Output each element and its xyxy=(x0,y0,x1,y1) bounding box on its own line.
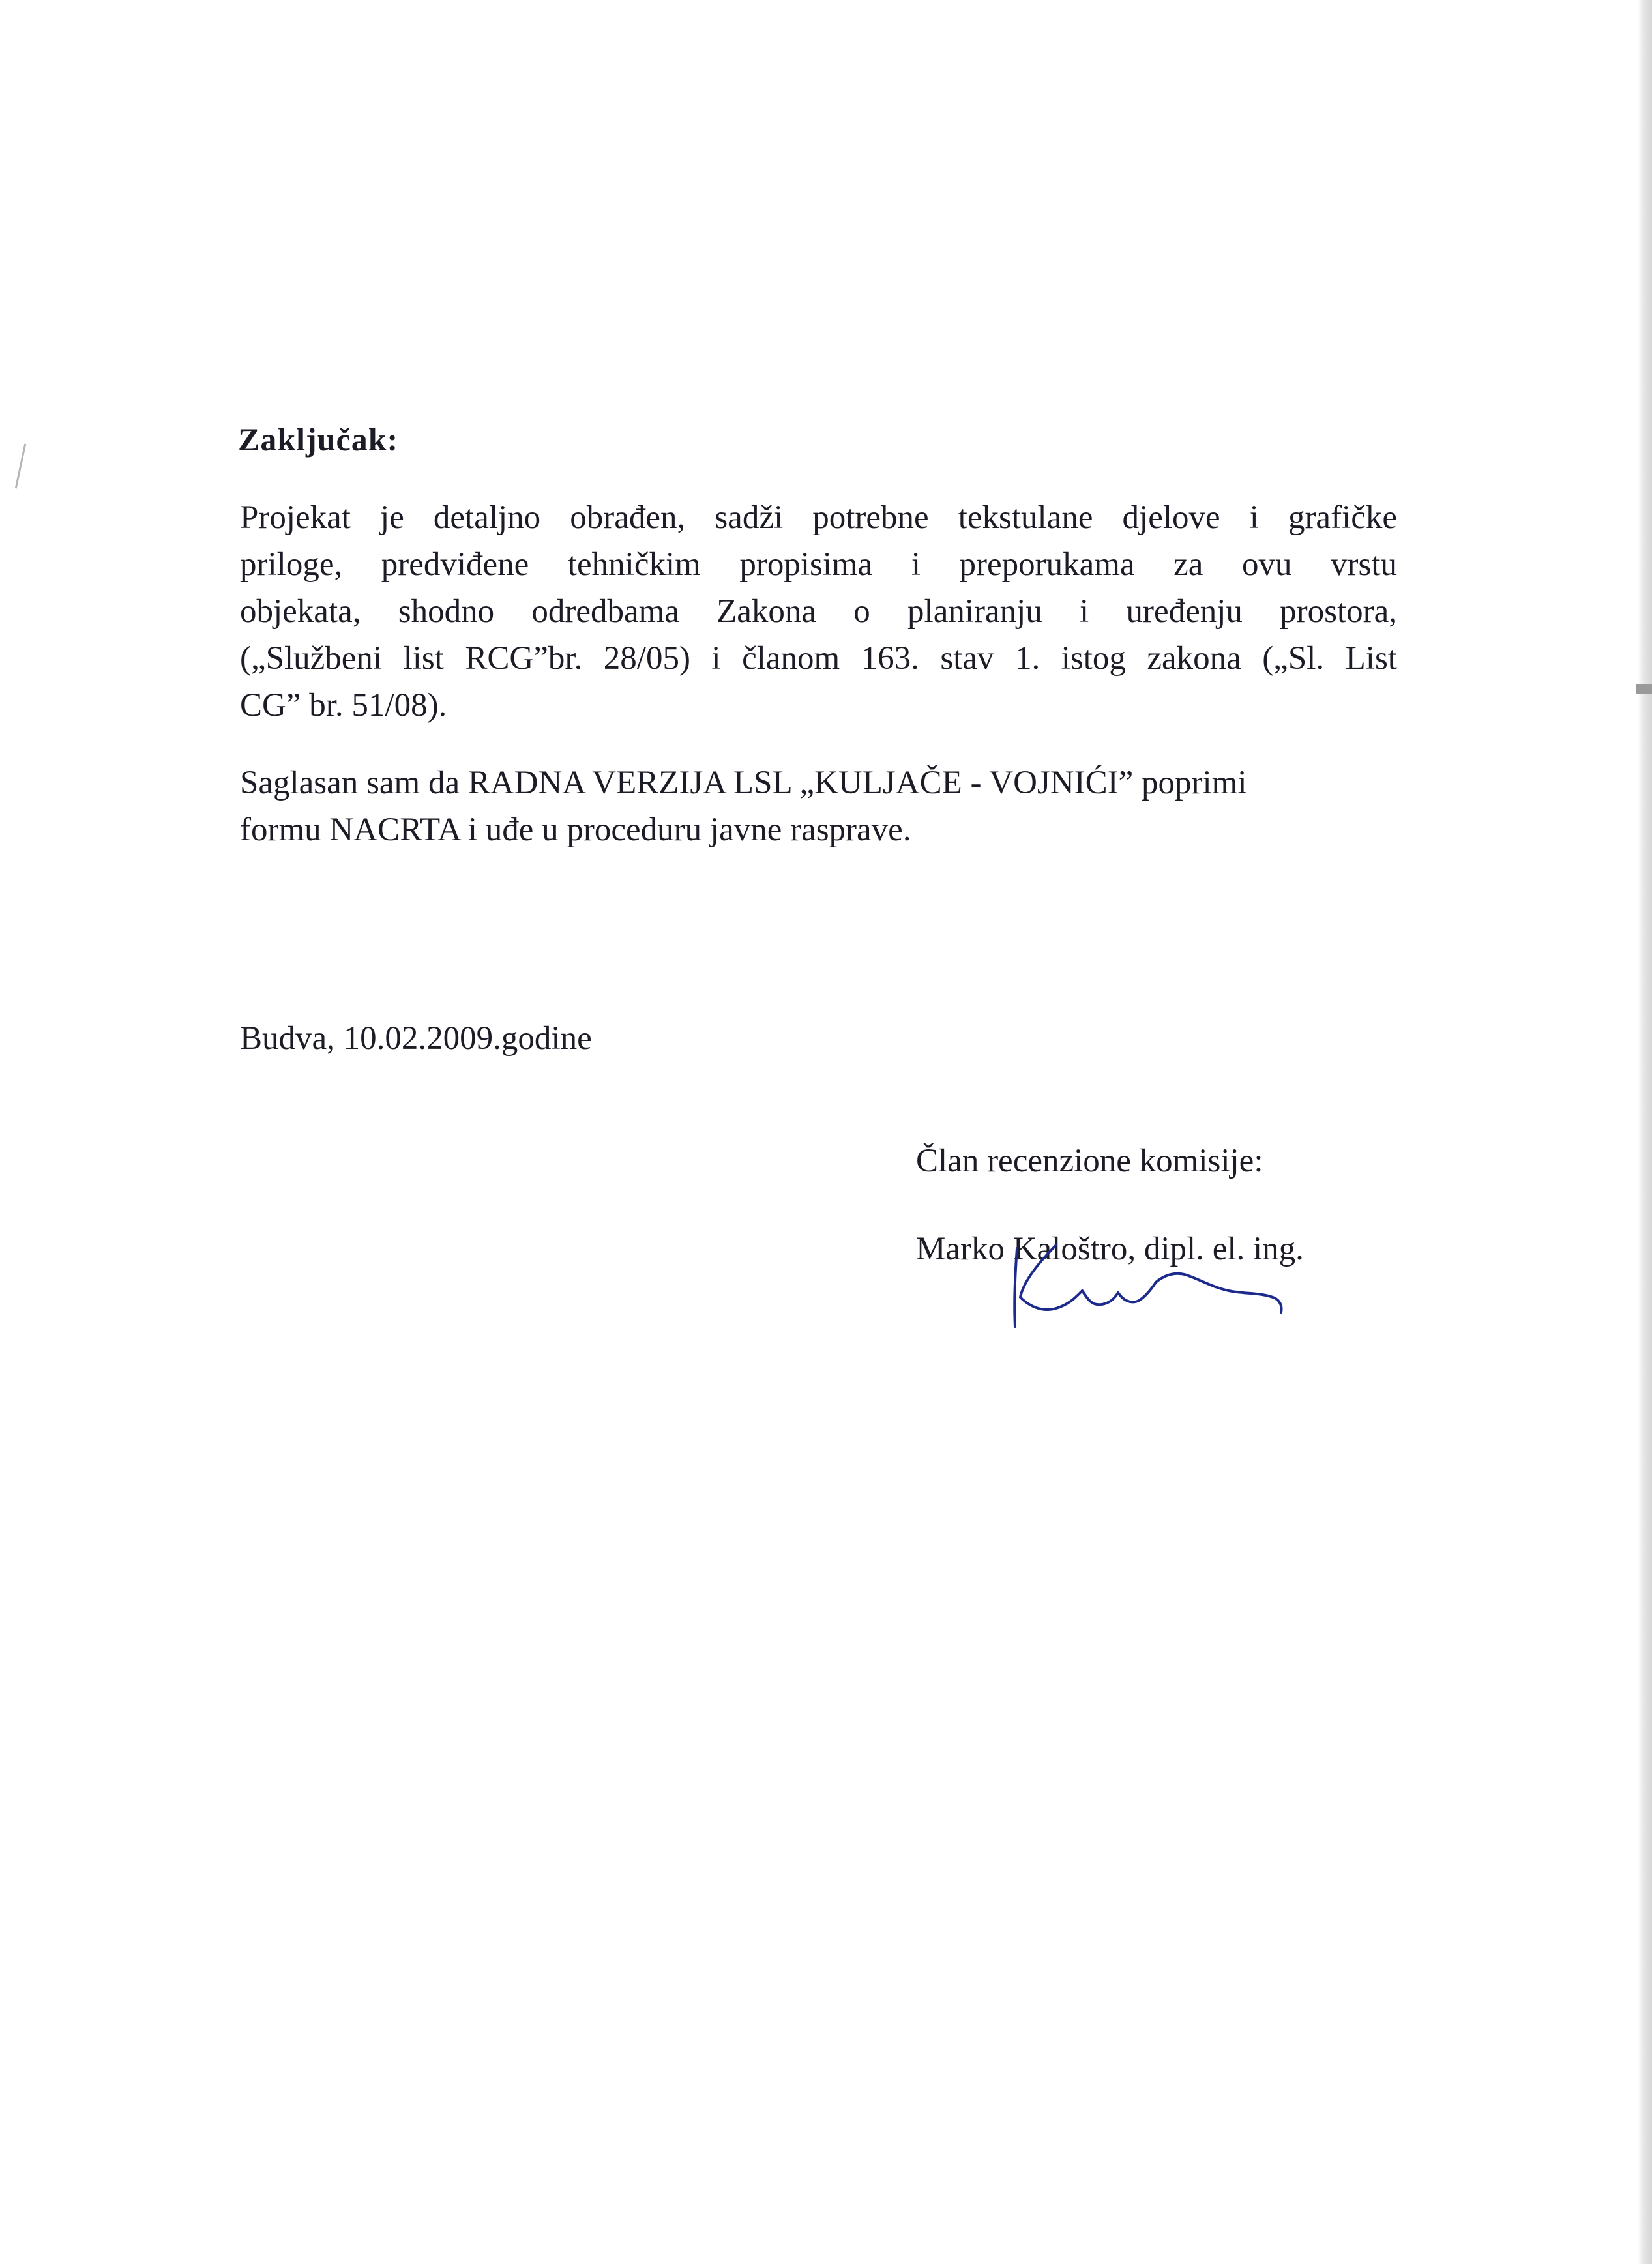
commission-label: Član recenzione komisije: xyxy=(916,1143,1263,1179)
handwritten-signature xyxy=(994,1235,1301,1343)
scan-mark xyxy=(15,443,26,488)
paragraph-line: Saglasan sam da RADNA VERZIJA LSL „KULJAČE - VOJNIĆI” poprimi xyxy=(240,765,1247,801)
paragraph-line: objekata, shodno odredbama Zakona o planiranju i uređenju prostora, xyxy=(240,593,1397,630)
paragraph-line: CG” br. 51/08). xyxy=(240,687,447,724)
paragraph-line: formu NACRTA i uđe u proceduru javne rasprave. xyxy=(240,812,911,848)
conclusion-heading: Zaključak: xyxy=(238,421,399,458)
scan-edge-shadow xyxy=(1638,0,1652,2264)
signature-strokes xyxy=(1014,1245,1281,1327)
approval-paragraph xyxy=(240,759,1397,853)
place-date: Budva, 10.02.2009.godine xyxy=(240,1020,592,1057)
signer-name: Marko Kaloštro, dipl. el. ing. xyxy=(916,1231,1304,1267)
paragraph-line: priloge, predviđene tehničkim propisima i preporukama za ovu vrstu xyxy=(240,546,1397,583)
conclusion-paragraph xyxy=(240,494,1397,729)
paragraph-line: („Službeni list RCG”br. 28/05) i članom 163. stav 1. istog zakona („Sl. List xyxy=(240,640,1397,677)
scan-mark xyxy=(1636,684,1652,694)
paragraph-line: Projekat je detaljno obrađen, sadži potrebne tekstulane djelove i grafičke xyxy=(240,499,1397,536)
